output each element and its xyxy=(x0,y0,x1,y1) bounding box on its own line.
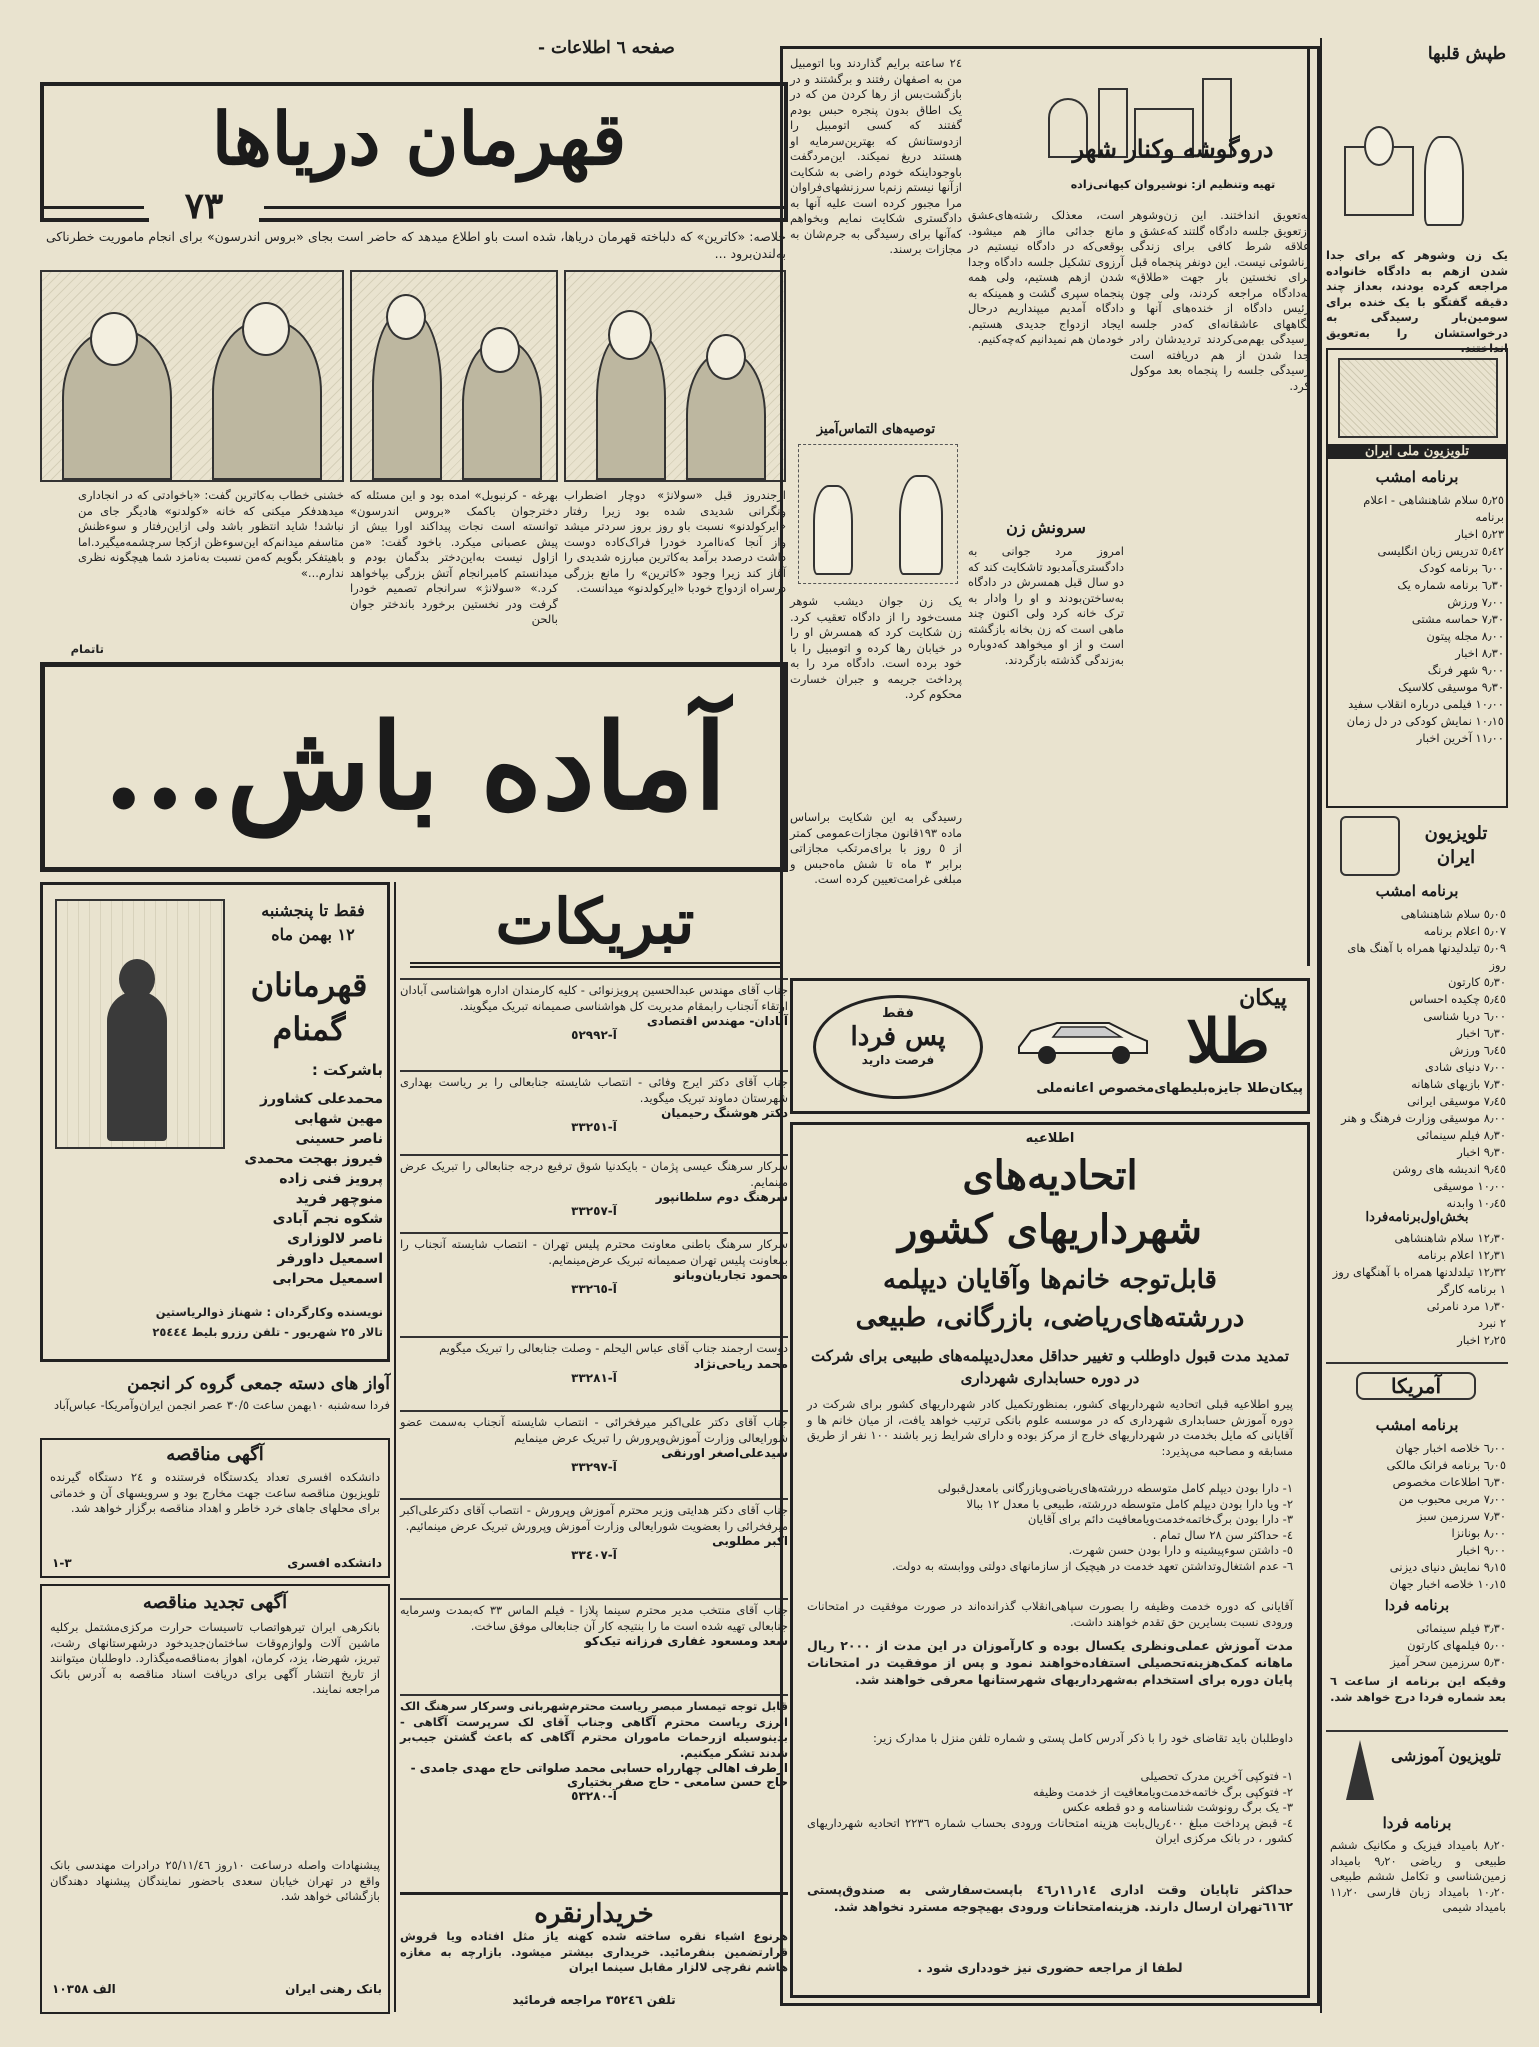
notice-docs xyxy=(807,1769,1293,1847)
re-tender-box xyxy=(40,1584,390,2014)
tv-iran-logo: تلويزيون ملی ايران xyxy=(1328,444,1506,459)
city-text-6: رسيدگی به اين شکايت براساس ماده ١٩٣قانون مجازات‌عمومی کمتر از ٥ روز با برای‌مرتکب مجازاتی برابر ٣ ماه تا شش ماه‌حبس و مبلغی غرامت‌تعيين کرده است. xyxy=(790,810,962,886)
heroes-title-1: قهرمانان xyxy=(250,966,368,1004)
car-icon xyxy=(1013,1001,1153,1071)
re-tender-sign: بانک رهنی ايران xyxy=(285,1982,382,1996)
column-rule xyxy=(1320,38,1322,2013)
congrats-item: جناب آقای مهندس عبدالحسين پرويزنوائی - کليه کارمندان اداره هواشناسی آبادان ارتقاء آنجناب رابمقام مديريت کل هواشناسی صميمانه تبريک ميگويند. آبادان- مهندس اقتصادی آ-٥٢٩٩٢ xyxy=(400,978,788,1066)
notice-conditions xyxy=(807,1481,1293,1574)
tv-row: ٨٫٠٠ بونانزا xyxy=(1451,1526,1506,1540)
heroes-title-2: گمنام xyxy=(272,1010,346,1048)
paykan-ad-box xyxy=(790,978,1310,1114)
serial-rule xyxy=(264,206,784,209)
column-rule xyxy=(394,882,396,2012)
heroes-date: ١٢ بهمن ماه xyxy=(271,925,355,944)
condition-item: ٥- داشتن سوءپيشينه و دارا بودن حسن شهرت. xyxy=(1068,1543,1293,1557)
ready-ad-box xyxy=(40,662,788,872)
tv-row: ٧٫٣٠ سرزمين سبز xyxy=(1417,1509,1506,1523)
heartbeat-illustration xyxy=(1334,116,1504,236)
tv-row: ١٫٣٠ مرد نامرئی xyxy=(1426,1299,1506,1313)
tv-row: ٩٫١٥ نمايش دنيای ديزنی xyxy=(1389,1560,1506,1574)
congrats-item: جناب آقای دکتر علی‌اکبر ميرفخرائی - انتصاب شايسته آنجناب به‌سمت عضو شورايعالی وزارت آموزش‌وپرورش را تبريک عرض مينمايم سيدعلی‌اصغر اورنقی آ-٣٣٢٩٧ xyxy=(400,1410,788,1494)
doc-item: ٤- قبض پرداخت مبلغ ٤٠٠ريال‌بابت هزينه امتحانات ورودی بحساب شماره ٢٢٣٦ اتحاديه شهرداريهای کشور ، در بانک مرکزی ايران xyxy=(807,1815,1294,1845)
tv-row: ٧٫٠٠ ورزش xyxy=(1447,595,1504,609)
paykan-brand: پيکان xyxy=(1239,985,1287,1011)
tv-row: ١٢٫٣٢ تيلدلدنها همراه با آهنگهای روز xyxy=(1332,1265,1506,1279)
city-text-3: امروز مرد جوانی به دادگستری‌آمدبود تاشکايت کند که دو سال قبل همسرش در دادگاه به‌ساختن‌بودند و او را وادار به ترک خانه کرد ولی اکنون چند ماهی است که زن بخانه بازگشته است و از او ميخواهد که‌دوباره به‌زندگی گذشته بازگردند. xyxy=(968,544,1124,667)
tv-row: ٦٫٣٠ اطلاعات مخصوص xyxy=(1392,1475,1506,1489)
tv-row: ٨٫٠٠ مجله پيتون xyxy=(1426,629,1504,643)
tv-america-logo: آمريکا xyxy=(1356,1372,1476,1400)
tender-box xyxy=(40,1438,390,1578)
silver-title: خريدارنقره xyxy=(534,1899,654,1929)
tower-icon xyxy=(1346,1740,1374,1800)
tv-row: ٩٫٤٥ انديشه های روشن xyxy=(1392,1162,1506,1176)
condition-item: ٦- عدم اشتغال‌وتداشتن تعهد خدمت در هيچيک از سازمانهای دولتی ووابسته به دولت. xyxy=(891,1558,1293,1573)
tv-row: ٥٫٢٣ اخبار xyxy=(1455,527,1504,541)
serial-episode: ٧٣ xyxy=(149,186,259,226)
tender-sign: دانشکده افسری xyxy=(287,1556,382,1570)
tv-row: ٧٫٣٠ بازيهای شاهانه xyxy=(1411,1077,1506,1091)
notice-para-4: داوطلبان بايد تقاضای خود را با ذکر آدرس کامل پستی و شماره تلفن منزل با مدارک زير: xyxy=(872,1731,1293,1745)
tv-row: ٥٫٢٥ سلام شاهنشاهی - اعلام برنامه xyxy=(1363,493,1504,524)
serial-title: قهرمان درياها xyxy=(211,96,627,181)
tv-ed-logo: تلويزيون آموزشی xyxy=(1391,1747,1501,1765)
congrats-list xyxy=(400,974,788,1844)
tv-ed-block xyxy=(1326,1730,1508,2010)
paykan-sub: پيکان‌طلا جايزه‌بليطهای‌مخصوص اعانه‌ملی xyxy=(1036,1081,1303,1096)
tv-row: ٨٫٣٠ فيلم سينمائی xyxy=(1416,1128,1506,1142)
tv-row: ٥٫٣٠ کارتون xyxy=(1447,975,1506,989)
notice-box xyxy=(790,1122,1310,1998)
tv-row: ٩٫٠٠ اخبار xyxy=(1457,1543,1506,1557)
heroes-writer: نويسنده وکارگردان : شهناز ذوالرياستين xyxy=(155,1305,383,1319)
condition-item: ١- دارا بودن ديپلم کامل متوسطه دررشته‌های‌رياضی‌وبازرگانی بامعدل‌قبولی xyxy=(937,1481,1293,1495)
choir-text: فردا سه‌شنبه ١٠بهمن ساعت ٣٠/٥ عصر انجمن ايران‌وآمريکا- عباس‌آباد xyxy=(53,1398,390,1412)
notice-intro: پيرو اطلاعيه قبلی اتحاديه شهرداريهای کشور، بمنظورتکميل کادر شهرداريهای کشور برای شرکت در دوره آموزش حسابداری شهرداری که در موسسه علوم بانکی ترتيب خواهد يافت، از ميان خانم ها و آقايانی که مايل بخدمت در شهرداريهای خارج از مرکز بوده و دارای شرايط زير باشند ١٠٠ نفر از طريق مسابقه و مصاحبه می‌پذيرد: xyxy=(807,1397,1293,1458)
tv-row: ٥٫٠٥ سلام شاهنشاهی xyxy=(1400,907,1506,921)
silver-text: هرنوع اشياء نقره ساخته شده کهنه ياز مثل افتاده ويا قروش قرارتضمين بنفرمائيد. خريداری بيشتر ميشود. بازارچه به مغازه هاشم نقرچی لالزار مقابل سينما ايران xyxy=(400,1929,788,1974)
tv-row: ٦٫٣٠ برنامه شماره يک xyxy=(1397,578,1504,592)
tv-tehran-rows xyxy=(1330,906,1506,1212)
tv-row: ١٠٫٠٠ موسيقی xyxy=(1433,1179,1506,1193)
tv-row: ٧٫٣٠ حماسه مشتی xyxy=(1411,612,1504,626)
cast-item: اسمعيل محرابی xyxy=(272,1271,383,1287)
heroes-cast-list xyxy=(183,1089,383,1289)
doc-item: ٢- فتوکپی برگ خاتمه‌خدمت‌ويامعافيت از خدمت وظيفه xyxy=(1032,1784,1293,1799)
ready-title: آماده باش... xyxy=(103,697,727,836)
city-advice-label: توصيه‌های التماس‌آميز xyxy=(816,422,936,437)
heroes-ad-box xyxy=(40,882,390,1362)
tv-row: ٦٫٠٥ برنامه فرانک مالکی xyxy=(1386,1458,1506,1472)
tv-row: ٨٫٣٠ اخبار xyxy=(1455,646,1504,660)
tv-tehran-program-title: برنامه امشب xyxy=(1375,882,1459,900)
tv-row: ٧٫٤٥ موسيقی ايرانی xyxy=(1407,1094,1506,1108)
tv-row: ١١٫٠٠ آخرين اخبار xyxy=(1416,731,1504,745)
tv-row: ٦٫٠٠ خلاصه اخبار جهان xyxy=(1395,1441,1506,1455)
tv-row: ٦٫٤٥ ورزش xyxy=(1449,1043,1506,1057)
tv-tehran-logo-art xyxy=(1340,816,1400,876)
cast-item: اسمعيل داورفر xyxy=(277,1251,383,1267)
congrats-item: قابل توجه تيمسار مبصر رياست محترم‌شهربانی وسرکار سرهنگ الک ابرزی رياست محترم آگاهی وجناب آقای لک سرپرست آگاهی - بدينوسيله ازرحمات ماموران محترم آگاهی که باعث گشتن جيب‌بر شدند تشکر ميکنيم. ازطرف اهالی چهارراه حسابی محمد صلواتی حاج مهدی جامدی - حاج حسن سامعی - حاج صفر بختياری آ-٥٣٢٨٠ xyxy=(400,1694,788,1844)
tv-row: ٨٫٠٠ موسيقی وزارت فرهنگ و هنر xyxy=(1341,1111,1506,1125)
re-tender-text-2: پيشنهادات واصله درساعت ١٠روز ٢٥/١١/٤٦ درادرات مهندسی بانک واقع در تهران خيابان سعدی باحضور نمايندگان پيشنهاد دهندگان بازگشائی خواهد شد. xyxy=(50,1858,380,1903)
tv-row: ٥٫٤٥ چکيده احساس xyxy=(1409,992,1506,1006)
tv-ed-program-title: برنامه فردا xyxy=(1382,1814,1452,1832)
congrats-item: جناب آقای منتخب مدير محترم سينما پلازا - فيلم الماس ٣٣ که‌بمدت وسرمايه جنابعالی تهيه شده است ما را بنتيجه کار آن جنابعالی موفق ساخت. سعد ومسعود غفاری فرزانه تيک‌کو xyxy=(400,1598,788,1690)
silver-phone: تلفن ٣٥٢٤٦ مراجعه فرمائيد xyxy=(512,1993,676,2007)
doc-item: ١- فتوکپی آخرين مدرک تحصيلی xyxy=(1140,1769,1293,1783)
notice-label: اطلاعيه xyxy=(1025,1131,1075,1146)
tv-america-rows xyxy=(1330,1440,1506,1593)
tv-iran-rows xyxy=(1334,492,1504,747)
tv-row: ٦٫٣٠ اخبار xyxy=(1457,1026,1506,1040)
notice-title-3: قابل‌توجه خانم‌ها وآقايان ديپلمه xyxy=(883,1265,1217,1295)
tv-row: ١٠٫١٥ خلاصه اخبار جهان xyxy=(1389,1577,1506,1591)
tv-row: ٢ نبرد xyxy=(1478,1316,1506,1330)
city-text-1: به‌تعويق انداختند. اين زن‌وشوهر ازتعويق جلسه دادگاه گلتند که‌عشق و علاقه شرط کافی برای زندگی زناشوئی نيست. اين دونفر پنجماه قبل برای نخستين بار جهت «طلاق» به‌دادگاه مراجعه کردند، ولی چون رئيس دادگاه از خنده‌های آنها و نگاههای عاشقانه‌ای که‌در جلسه رسيدگی بهم‌می‌کردند ترديدشان رادر جدا شدن از هم دريافته است رسيدگی جلسه را پنجماه بعد موکول کرد. xyxy=(1130,208,1310,393)
badge-line-1: فقط xyxy=(882,1006,914,1021)
notice-title-2: شهرداريهای کشور xyxy=(898,1206,1202,1253)
tv-america-program-title: برنامه امشب xyxy=(1375,1416,1459,1434)
tender-title: آگهی مناقصه xyxy=(166,1444,264,1465)
tv-tehran-block xyxy=(1326,816,1508,1356)
city-cartoon xyxy=(798,444,958,584)
congrats-item: سرکار سرهنگ باطنی معاونت محترم پليس تهران - انتصاب شايسته آنجناب را بمعاونت پليس تهران صميمانه تبريک عرض‌مينمايم. محمود تجاريان‌وبانو آ-٣٣٢٦٥ xyxy=(400,1232,788,1332)
cast-item: مهين شهابی xyxy=(294,1111,383,1127)
city-text-2: است، معذلک رشته‌های‌عشق مانع جدائی مااز هم ميشود. بوقعی‌که در دادگاه نيستيم در آرزوی تشکيل جلسه دادگاه وجدا شدن ازهم هستيم، ولی همه پنجماه سپری گشت و همينکه به دادگاه آمديم ميپنداريم درحال ايجاد ازدواج جديدی هستيم. خودمان هم نميدانيم که‌چه‌کنيم. xyxy=(968,208,1124,346)
tv-row: ٥٫٠٧ اعلام برنامه xyxy=(1423,924,1506,938)
tv-row: ٣٫٣٠ فيلم سينمائی xyxy=(1416,1621,1506,1635)
tv-america-tomorrow-title: برنامه فردا xyxy=(1384,1598,1450,1614)
paykan-big: طلا xyxy=(1186,1007,1270,1077)
city-text-5: ٢٤ ساعته برايم گذاردند وبا اتومبيل من به اصفهان رفتند و برگشتند و در بازگشت‌بس از رها کردن من که در يک اطاق بدون پنجره حبس بودم گفتند که کسی اتومبيل را ازدوستانش که بهترين‌سرمايه او هستند دريغ نميکند. اين‌مردگفت باوجوداينکه خودم راضی به شکايت ازآنها نيستم زنم‌با سرزنشهای‌فراوان مرا مجبور کرده است عليه آنها به دادگستری شکايت نمايم وبخواهم که‌آنها برای رسيدگی به جرم‌شان به مجازات برسند. xyxy=(790,56,962,256)
serial-rule xyxy=(44,206,144,209)
re-tender-title: آگهی تجديد مناقصه xyxy=(142,1592,288,1613)
congrats-title: تبريکات xyxy=(410,882,780,968)
tv-row: ٩٫٣٠ موسيقی کلاسيک xyxy=(1398,680,1504,694)
serial-caption-1: ازجندروز قبل «سولانژ» دوچار اضطراب ونگرانی شديدی شده بود زيرا رفتار «ايرکولدنو» نسبت باو روز بروز سردتر ميشد واز آنجا که‌ناامرد خودرا فراک‌کاده دوست داشت درصدد برآمد به‌کاترين مبارزه شديدی را آغاز کند زيرا وجود «کاترين» را مانع بزرگی درسراه ازدواج خودبا «ايرکولدنو» ميدانست. xyxy=(564,488,786,595)
cast-item: شکوه نجم آبادی xyxy=(272,1211,383,1227)
condition-item: ٢- ويا دارا بودن ديپلم کامل متوسطه دررشته، طبيعی با معدل ١٢ ببالا xyxy=(966,1496,1293,1511)
tv-row: ٥٫٠٩ تيلدليدنها همراه با آهنگ های روز xyxy=(1347,941,1506,972)
tv-row: ٥٫٣٠ سرزمين سحر آميز xyxy=(1390,1655,1506,1669)
tv-tehran-logo: تلويزيون ايران xyxy=(1424,823,1488,868)
tv-row: ٥٫٠٠ فيلمهای کارتون xyxy=(1407,1638,1506,1652)
page-label: صفحه ٦ اطلاعات - xyxy=(538,38,675,58)
cast-item: فيروز بهجت محمدی xyxy=(244,1151,383,1167)
choir-title: آواز های دسته جمعی گروه کر انجمن xyxy=(127,1374,390,1394)
city-column-title: دروگوشه وکنار شهر xyxy=(1072,134,1274,163)
tv-row: ١٢٫٣٠ سلام شاهنشاهی xyxy=(1394,1231,1506,1245)
tv-america-tomorrow-rows xyxy=(1330,1620,1506,1671)
notice-para-3: مدت آموزش عملی‌ونظری يکسال بوده و کارآموزان در اين مدت از ٢٠٠٠ ريال ماهانه کمک‌هزينه‌تحصيلی استفاده‌خواهند نمود و پس از موفقيت در امتحانات پايان دوره برای استخدام به‌شهرداريهای شهرستانها معرفی خواهند شد. xyxy=(807,1638,1294,1687)
notice-para-2: آقايانی که دوره خدمت وظيفه را بصورت سپاهی‌انقلاب گذرانده‌اند در صورت موفقيت در امتحانات ورودی نسبت بساير‌ين حق تقدم خواهند داشت. xyxy=(807,1599,1293,1629)
serial-title-box xyxy=(40,82,788,227)
tv-tehran-tomorrow-title: بخش‌اول‌برنامه‌فردا xyxy=(1365,1210,1469,1225)
tv-row: ٩٫٠٠ شهر فرنگ xyxy=(1427,663,1504,677)
congrats-item: جناب آقای دکتر هدايتی وزير محترم آموزش وپرورش - انتصاب آقای دکترعلی‌اکبر ميرفخرائی را بعضويت شورايعالی وزارت آموزش وپرورش تبريک عرض مينمائيم. اکبر مطلوبی آ-٣٣٤٠٧ xyxy=(400,1498,788,1594)
tv-ed-text: ٨٫٢٠ باميداد فيزيک و مکانيک ششم طبيعی و رياضی ٩٫٢٠ باميداد زمين‌شناسی و تکامل ششم طبيعی ١٠٫٢٠ باميداد زبان فارسی ١١٫٢٠ باميداد شيمی xyxy=(1330,1838,1507,1914)
tv-row: ٧٫٠٠ مربی محبوب من xyxy=(1398,1492,1506,1506)
tv-iran-box xyxy=(1326,348,1508,808)
congrats-column xyxy=(400,882,788,2012)
doc-item: ٣- يک برگ رونوشت شناسنامه و دو قطعه عکس xyxy=(1062,1800,1293,1814)
tv-tehran-tomorrow-rows xyxy=(1330,1230,1506,1349)
tv-iran-logo-art xyxy=(1338,358,1498,438)
re-tender-code: الف ١٠٣٥٨ xyxy=(52,1982,116,1996)
notice-footer: لطفا از مراجعه حضوری نيز خودداری شود . xyxy=(917,1960,1183,1975)
serial-continued: تاتمام xyxy=(70,642,104,656)
heartbeat-title: طپش قلبها xyxy=(1427,44,1506,64)
badge-line-2: پس فردا xyxy=(850,1022,946,1052)
comic-panel-1 xyxy=(564,270,786,482)
heroes-venue: تالار ٢٥ شهريور - تلفن رزرو بليط ٢٥٤٤٤ xyxy=(152,1325,383,1339)
congrats-item: جناب آقای دکتر ايرج وفائی - انتصاب شايسته جنابعالی را بر رياست بهداری شهرستان دماوند تبريک ميگويد. دکتر هوشنگ رحيميان آ-٣٣٢٥١ xyxy=(400,1070,788,1150)
tv-row: ١٠٫٤٥ وابدنه xyxy=(1446,1196,1506,1210)
serial-caption-2: بهرغه - کرنبويل» امده بود و اين مسئله که دخترجوان باکمک «بروس اندرسون» توانسته است نجات پيداکند اورا بيش از پيش عصبانی ميکرد. باخود گفت: «من ازاول نيست به‌اين‌دختر بدگمان بودم و ميدانستم کامبرانجام آتش بزرگی بپاخواهد کرد.» «سولانژ» سرانجام تصميم خودرا گرفت ودر نخستين برخورد باندختر جوان بالحن xyxy=(350,488,558,626)
city-text-4: يک زن جوان ديشب شوهر مست‌خود را از دادگاه تعقيب کرد. زن شکايت کرد که همسرش او را در خيابان رها کرده و اتومبيل را با خود برده است. دادگاه مرد را به پرداخت جريمه و جبران خسارت محکوم کرد. xyxy=(790,594,962,701)
tv-row: ١٠٫٠٠ فيلمی درباره انقلاب سفيد xyxy=(1348,697,1504,711)
congrats-item: دوست ارجمند جناب آقای عباس اليحلم - وصلت جنابعالی را تبريک ميگويم محمد رياحی‌نژاد آ-٣٣٢٨١ xyxy=(400,1336,788,1406)
cast-item: ناصر حسينی xyxy=(295,1131,383,1147)
city-section-2-title: سرونش زن xyxy=(1006,518,1086,537)
serial-summary: خلاصه: «کاترين» که دلباخته قهرمان درياها، شده است باو اطلاع ميدهد که حاضر است بجای «بروس اندرسون» برای انجام ماموريت خطرناکی به‌لندن‌برود ... xyxy=(46,229,786,261)
silver-buyer xyxy=(400,1892,788,2007)
condition-item: ٣- دارا بودن برگ‌خاتمه‌خدمت‌ويامعافيت دائم برای آقايان xyxy=(1027,1512,1293,1526)
tv-america-note: وقيکه اين برنامه از ساعت ٦ بعد شماره فردا درج خواهد شد. xyxy=(1330,1674,1506,1704)
tv-row: ٥٫٤٢ تدريس زبان انگليسی xyxy=(1377,544,1504,558)
tv-row: ٢٫٢٥ اخبار xyxy=(1457,1333,1506,1347)
tv-row: ١ برنامه کارگر xyxy=(1437,1282,1506,1296)
cast-item: منوچهر فريد xyxy=(295,1191,383,1207)
tv-iran-program-title: برنامه امشب xyxy=(1375,468,1459,486)
serial-caption-3: خشنی خطاب به‌کاترين گفت: «باخوادتی که در انجاداری ميدهدفکر ميکنی که خانه «کولدنو» هاديگر جای من نباشد! شايد انتظور باشد ولی ازاين‌رفتار و سوءظنش متاسفم ميدانم‌که اين‌سوءظن ازکجا سرچشمه‌ميگيرد.اما باهيتفکر بگويم که‌من نسبت به‌نامزد شما هيچگونه نظری ندارم...» xyxy=(78,488,344,580)
heartbeat-text: يک زن وشوهر که برای جدا شدن ازهم به دادگاه خانواده مراجعه کرده بودند، بعداز چند دقيقه گفتگو با يک خنده برای سومين‌بار رسيدگی به درخواستشان را به‌تعويق انداختند. xyxy=(1326,248,1508,355)
notice-title-4: دررشته‌های‌رياضی، بازرگانی، طبيعی xyxy=(855,1303,1245,1333)
notice-title-1: اتحاديه‌های xyxy=(962,1152,1138,1199)
city-column-byline: تهيه وتنظيم از: نوشيروان کيهانی‌زاده xyxy=(1070,178,1276,191)
newspaper-page xyxy=(38,38,1508,2023)
tv-row: ٦٫٠٠ دريا شناسی xyxy=(1423,1009,1506,1023)
comic-panel-3 xyxy=(40,270,344,482)
badge-line-3: فرصت داريد xyxy=(861,1053,935,1067)
tv-row: ١٢٫٣١ اعلام برنامه xyxy=(1417,1248,1506,1262)
tv-row: ١٠٫١٥ نمايش کودکی در دل زمان xyxy=(1346,714,1504,728)
tv-row: ٩٫٣٠ اخبار xyxy=(1457,1145,1506,1159)
tender-text: دانشکده افسری تعداد يکدستگاه فرستنده و ٢٤ دستگاه گيرنده تلويزيون مناقصه ساعت جهت مخارج بود و سرويسهای آن و خدماتی برای محلهای جاهای خرد خاطر و اهداد مناقصه برگزار خواهد شد. xyxy=(50,1470,380,1515)
tv-america-block xyxy=(1326,1362,1508,1722)
tv-row: ٦٫٠٠ برنامه کودک xyxy=(1419,561,1504,575)
condition-item: ٤- حداکثر سن ٢٨ سال تمام . xyxy=(1152,1527,1293,1542)
paykan-badge xyxy=(813,995,983,1099)
cast-item: محمدعلی کشاورز xyxy=(259,1091,383,1107)
heroes-until: فقط تا پنجشنبه xyxy=(261,901,365,920)
tv-row: ٧٫٠٠ دنيای شادی xyxy=(1424,1060,1506,1074)
heroes-with: باشرکت : xyxy=(311,1061,383,1079)
congrats-item: سرکار سرهنگ عيسی پژمان - بايکدنيا شوق ترفيع درجه جنابعالی را تبريک عرض مينمايم. سرهنگ دوم سلطانپور آ-٣٣٢٥٧ xyxy=(400,1154,788,1228)
notice-subtitle: تمديد مدت قبول داوطلب و تغيير حداقل معدل‌ديپلمه‌های طبيعی برای شرکت در دوره حسابداری شهرداری xyxy=(810,1347,1290,1387)
notice-deadline: حداکثر تاپايان وقت اداری ١٤ر١١ر٤٦ باپست‌سفارشی به صندوق‌پستی ٦١٦٢تهران ارسال دارند. هزينه‌امتحانات ورودی بهيچوجه مسترد نخواهد شد. xyxy=(807,1882,1293,1914)
cast-item: پرويز فنی زاده xyxy=(279,1171,383,1187)
re-tender-text: بانکرهی ايران تيرهواتصاب تاسيسات حرارت مرکزی‌مشتمل برکليه ماشين آلات ولوازم‌وقات ساختمان‌جديدخود درشهرستانهای رشت، تبريز، شهرضا، يزد، کرمان، اهواز به‌مناقصه‌ميگذارد. داوطلبان ميتوانند از تاريخ انتشار آگهی برای دريافت اسناد مناقصه به آدرس بانک مراجعه نمايند. xyxy=(50,1620,380,1696)
tender-code: ٣-١ xyxy=(52,1556,72,1570)
comic-panel-2 xyxy=(350,270,558,482)
cast-item: ناصر لالوزاری xyxy=(287,1231,383,1247)
